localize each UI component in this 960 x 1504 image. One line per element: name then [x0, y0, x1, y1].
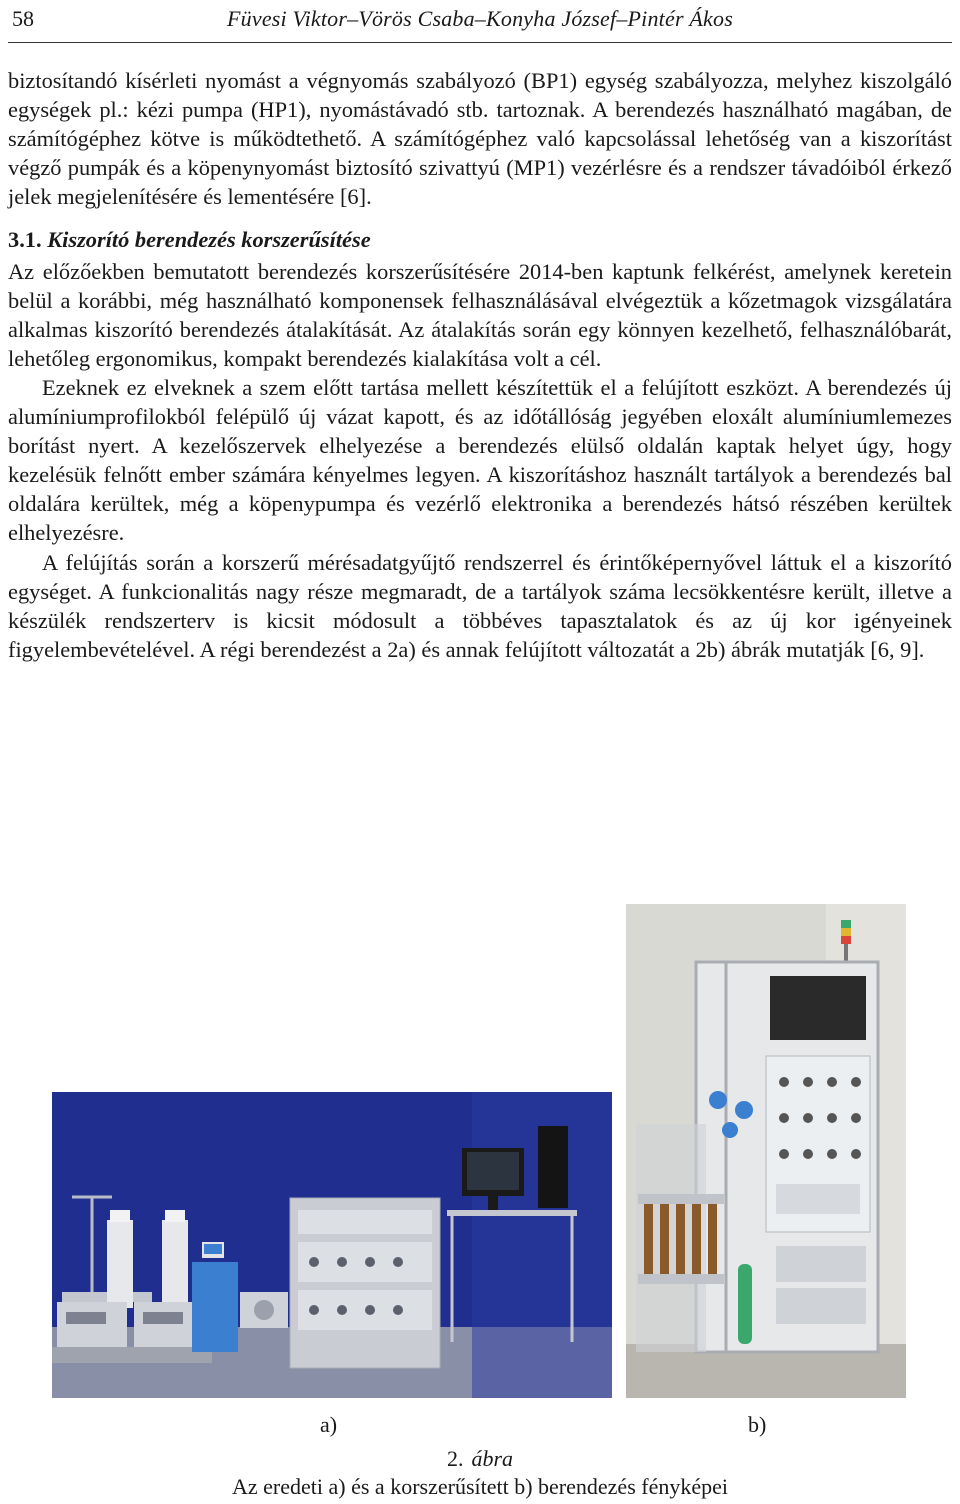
page-number: 58 — [12, 6, 34, 31]
figure-caption: Az eredeti a) és a korszerűsített b) berendezés fényképei — [232, 1474, 728, 1499]
cylinders — [638, 1194, 724, 1284]
running-header — [8, 0, 952, 42]
section-number: 3.1. — [8, 227, 42, 253]
touch-screen — [770, 976, 866, 1040]
section-title: Kiszorító berendezés korszerűsítése — [47, 227, 371, 253]
figure-word: ábra — [471, 1446, 514, 1471]
control-panel — [766, 1056, 870, 1232]
paragraph-2: Az előzőekben bemutatott berendezés korszerűsítésére 2014-ben kaptunk felkérést, amelynek keretein belül a korábbi, még használható komponensek felhasználásával elvégeztük a kőzetmagok vizsgálatára alkalmas kiszorító berendezés átalakítását. Az átalakítás során egy könnyen kezelhető, felhasználóbarát, lehetőleg ergonomikus, kompakt berendezés kialakítása volt a cél. — [8, 258, 952, 371]
header-rule — [8, 42, 952, 43]
main-cabinet — [290, 1198, 440, 1368]
photo-refurbished-apparatus — [626, 904, 906, 1398]
photo-refurbished-apparatus-drawing — [626, 904, 906, 1398]
figure-label-a: a) — [320, 1412, 338, 1437]
figure-label-b: b) — [748, 1412, 767, 1437]
photo-original-apparatus-drawing — [52, 1092, 612, 1398]
photo-original-apparatus — [52, 1092, 612, 1398]
paragraph-1: biztosítandó kísérleti nyomást a végnyomás szabályozó (BP1) egység szabályozza, melyhez kiszolgáló egységek pl.: kézi pumpa (HP1), nyomástávadó stb. tartoznak. A berendezés használható magában, de számítógéphez kötve is működtethető. A számítógéphez való kapcsolással lehetőség van a kiszorítást végző pumpák és a köpenynyomást biztosító szivattyú (MP1) vezérlésre és a rendszer távadóiból érkező jelek megjelenítésére és lementésére [6]. — [8, 68, 952, 210]
figure-number-value: 2. — [446, 1446, 464, 1471]
body-text — [8, 66, 952, 664]
section-heading — [8, 225, 952, 254]
paragraph-4: A felújítás során a korszerű mérésadatgyűjtő rendszerrel és érintőképernyővel láttuk el a kiszorító egységet. A funkcionalitás nagy része megmaradt, de a tartályok száma lecsökkentésre került, illetve a készülék rendszerterv is kicsit módosult a többéves tapasztalatok és az új kor igényeinek figyelembevételével. A régi berendezést a 2a) és annak felújított változatát a 2b) ábrák mutatják [6, 9]. — [8, 549, 952, 662]
running-authors: Füvesi Viktor–Vörös Csaba–Konyha József–Pintér Ákos — [227, 6, 733, 31]
figure-number — [8, 1446, 952, 1472]
gas-bottle — [738, 1264, 752, 1344]
paragraph-3: Ezeknek ez elveknek a szem előtt tartása mellett készítettük el a felújított eszközt. A berendezés új alumíniumprofilokból felépülő új vázat kapott, és az időtállóság jegyében eloxált alumíniumlemezes borítást nyert. A kezelőszervek elhelyezése a berendezés elülső oldalán kaptak helyet úgy, hogy kezelésük felnőtt ember számára kényelmes legyen. A kiszorításhoz használt tartályok a berendezés bal oldalára kerültek, még a köpenypumpa és vezérlő elektronika a berendezés hátsó részében kerültek elhelyezésre. — [8, 374, 952, 546]
